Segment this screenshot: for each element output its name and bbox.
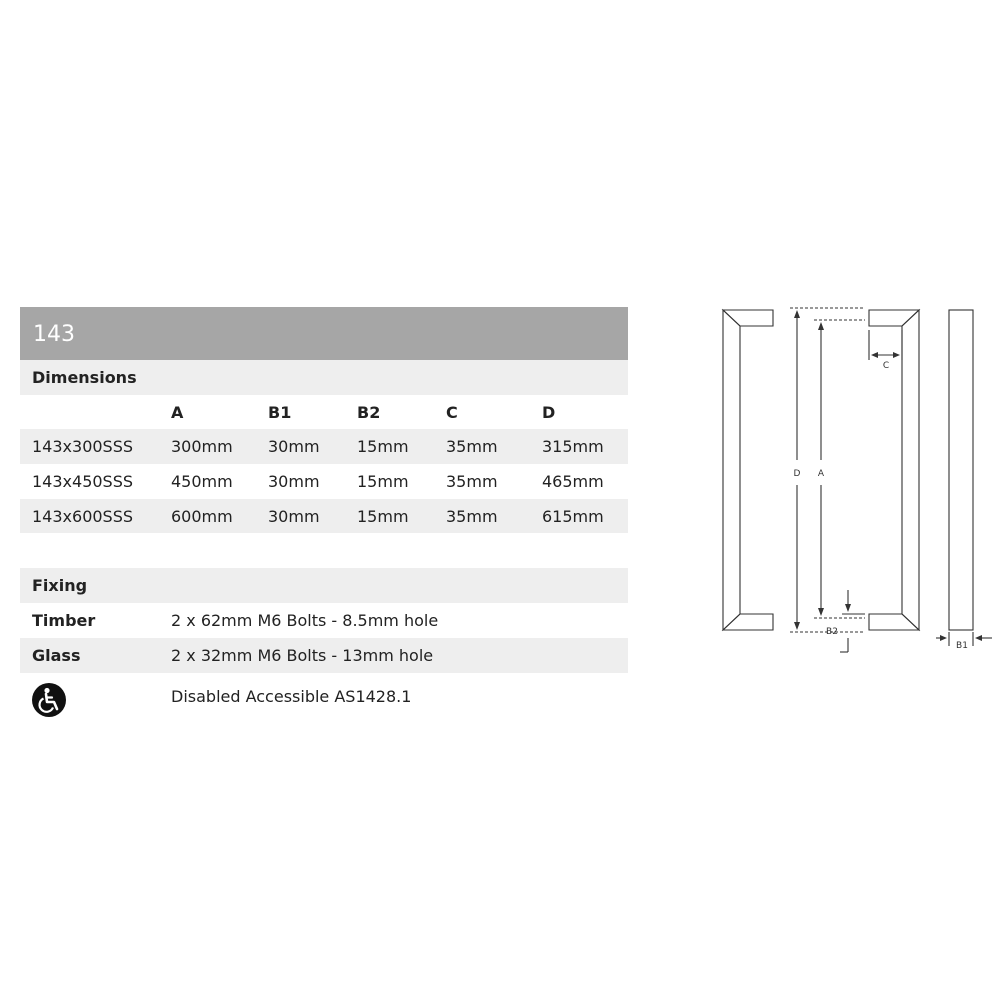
dimension-c: 35mm bbox=[446, 506, 498, 526]
dimension-label-c: C bbox=[882, 361, 890, 371]
column-header-d: D bbox=[542, 402, 556, 422]
dimension-label-b1: B1 bbox=[956, 641, 968, 651]
dimension-b2: 15mm bbox=[357, 437, 409, 457]
fixing-spec: 2 x 32mm M6 Bolts - 13mm hole bbox=[171, 645, 434, 665]
section-spacer bbox=[20, 533, 628, 568]
dimensions-column-headers bbox=[20, 395, 628, 430]
dimension-b2: 15mm bbox=[357, 472, 409, 492]
table-row bbox=[20, 464, 628, 499]
wheelchair-icon bbox=[32, 683, 66, 717]
dimension-label-d: D bbox=[793, 469, 801, 479]
dimension-c: 35mm bbox=[446, 472, 498, 492]
product-title: 143 bbox=[20, 307, 628, 360]
dimension-b1: 30mm bbox=[268, 506, 320, 526]
handle-bottom-leg bbox=[723, 614, 773, 630]
column-header-b2: B2 bbox=[357, 402, 381, 422]
dimension-d: 315mm bbox=[542, 437, 604, 457]
dimension-label-a: A bbox=[817, 469, 825, 479]
dimension-c: 35mm bbox=[446, 437, 498, 457]
dimension-d: 615mm bbox=[542, 506, 604, 526]
handle-dimension-diagram bbox=[700, 290, 1000, 670]
table-row bbox=[20, 429, 628, 464]
spec-sheet bbox=[20, 307, 628, 723]
dimension-b2: 15mm bbox=[357, 506, 409, 526]
handle-grip-bar bbox=[902, 310, 919, 630]
handle-top-leg bbox=[723, 310, 773, 326]
model-code: 143x450SSS bbox=[32, 472, 134, 492]
table-row bbox=[20, 499, 628, 534]
dimensions-label: Dimensions bbox=[32, 368, 137, 387]
fixing-row-timber bbox=[20, 603, 628, 638]
handle-grip-bar bbox=[723, 310, 740, 630]
dimension-a: 600mm bbox=[171, 506, 233, 526]
dimensions-section-header bbox=[20, 360, 628, 395]
accessibility-text: Disabled Accessible AS1428.1 bbox=[171, 686, 412, 706]
dimension-a: 300mm bbox=[171, 437, 233, 457]
fixing-label: Fixing bbox=[32, 576, 88, 596]
dimension-b1: 30mm bbox=[268, 437, 320, 457]
dimension-a: 450mm bbox=[171, 472, 233, 492]
fixing-row-glass bbox=[20, 638, 628, 673]
dimension-b1: 30mm bbox=[268, 472, 320, 492]
handle-top-leg bbox=[869, 310, 919, 326]
column-header-c: C bbox=[446, 402, 458, 422]
column-header-b1: B1 bbox=[268, 402, 292, 422]
model-code: 143x600SSS bbox=[32, 506, 134, 526]
fixing-section-header bbox=[20, 568, 628, 603]
fixing-spec: 2 x 62mm M6 Bolts - 8.5mm hole bbox=[171, 611, 439, 631]
column-header-a: A bbox=[171, 402, 184, 422]
fixing-type: Glass bbox=[32, 645, 81, 665]
handle-side-view bbox=[949, 310, 973, 630]
model-code: 143x300SSS bbox=[32, 437, 134, 457]
dimension-label-b2: B2 bbox=[826, 627, 838, 637]
accessibility-row bbox=[20, 673, 628, 723]
fixing-type: Timber bbox=[32, 611, 96, 631]
handle-bottom-leg bbox=[869, 614, 919, 630]
dimension-d: 465mm bbox=[542, 472, 604, 492]
